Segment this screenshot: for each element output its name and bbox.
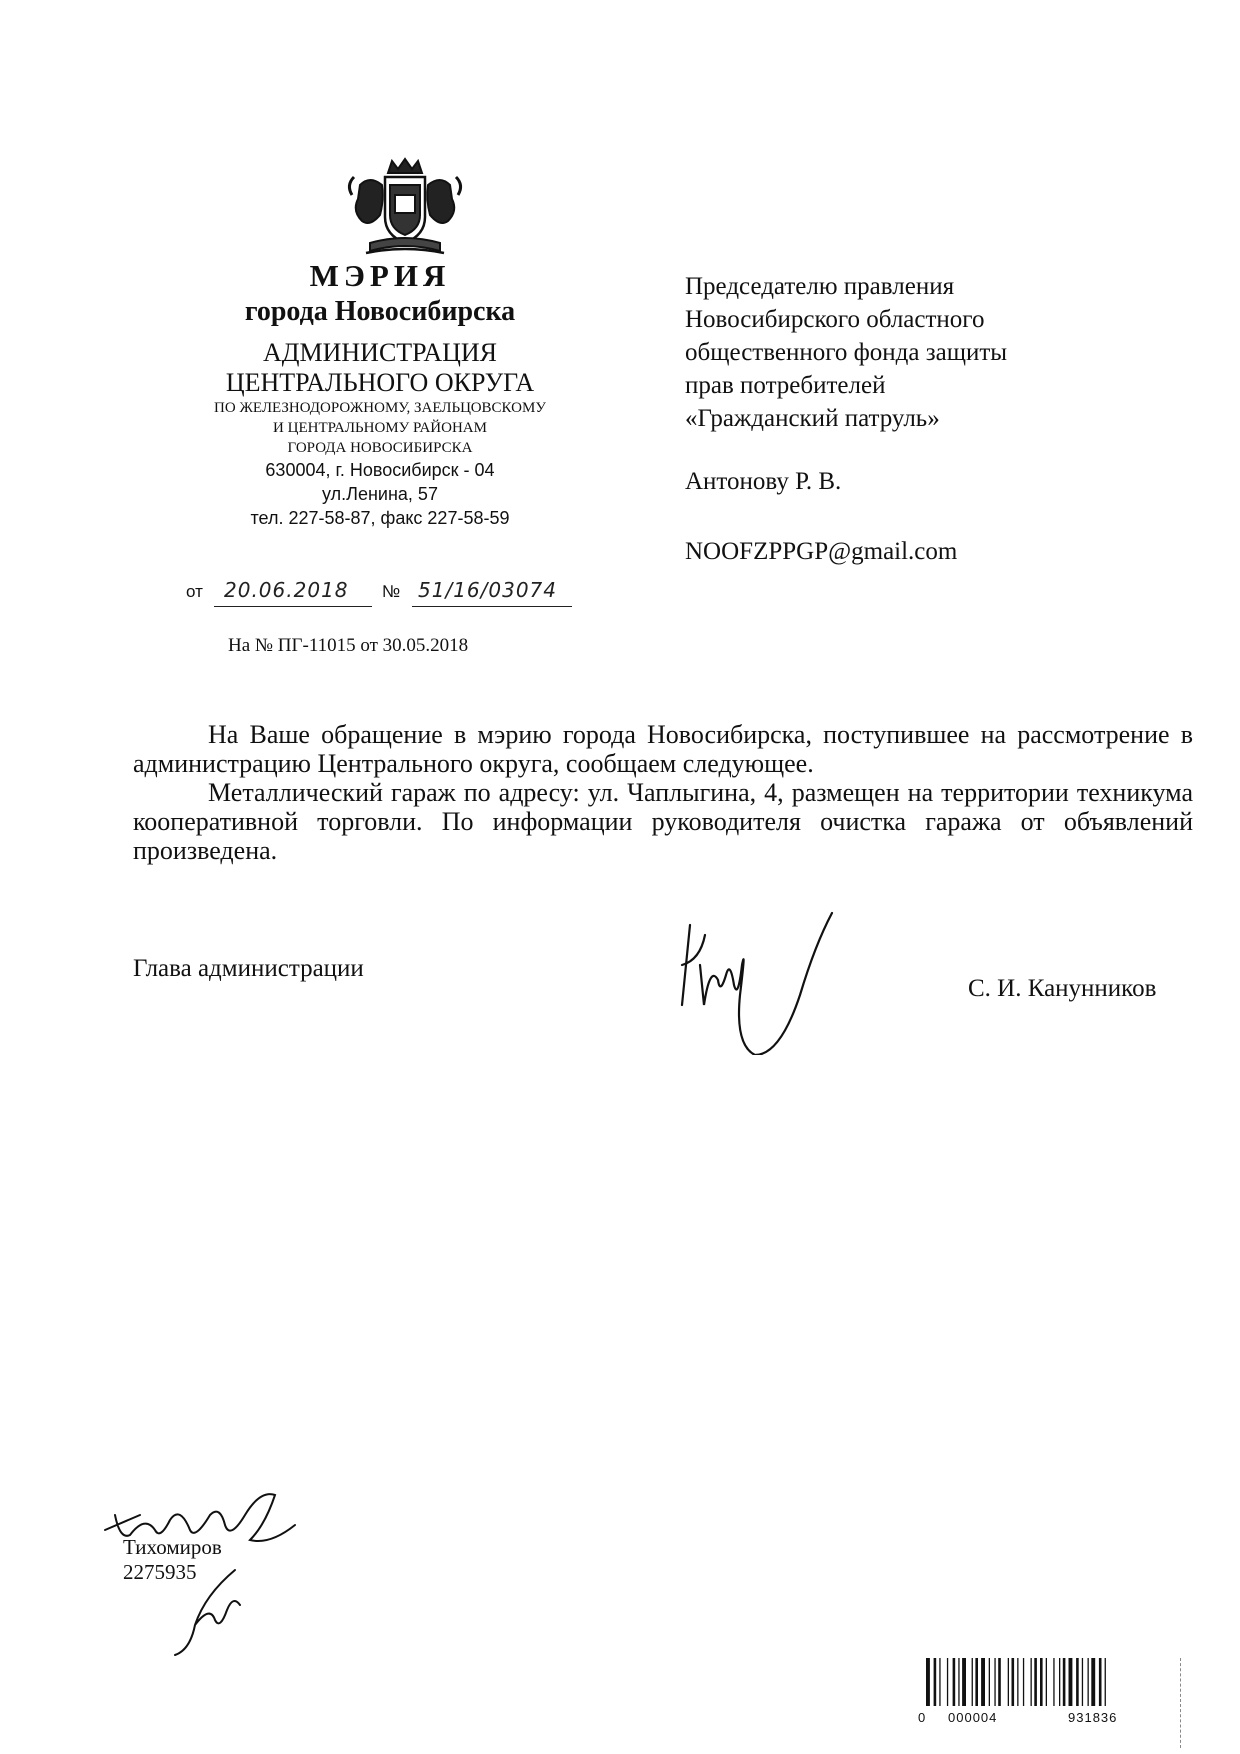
barcode-bar [1069, 1658, 1073, 1706]
recipient-line: прав потребителей [685, 372, 886, 399]
barcode-bar [1059, 1658, 1060, 1706]
barcode-bar [1017, 1658, 1018, 1706]
barcode-bar [998, 1658, 1001, 1706]
letterhead-admin-line2: ЦЕНТРАЛЬНОГО ОКРУГА [225, 368, 535, 397]
barcode-bars [918, 1658, 1168, 1706]
number-underline [412, 606, 572, 607]
barcode-bar [981, 1658, 985, 1706]
barcode-bar [1053, 1658, 1054, 1706]
date-underline [214, 606, 372, 607]
barcode-bar [1063, 1658, 1066, 1706]
executor-phone: 2275935 [123, 1560, 197, 1584]
executor-initials [165, 1565, 255, 1660]
recipient-email: NOOFZPPGP@gmail.com [685, 538, 958, 565]
barcode-bar [947, 1658, 948, 1706]
barcode-bar [1008, 1658, 1009, 1706]
letterhead-districts-line2: И ЦЕНТРАЛЬНОМУ РАЙОНАМ [273, 420, 487, 436]
number-value: 51/16/03074 [418, 578, 557, 602]
barcode-bar [1040, 1658, 1043, 1706]
recipient-name: Антонову Р. В. [685, 468, 842, 495]
executor-name: Тихомиров [123, 1535, 222, 1559]
letterhead-admin-line1: АДМИНИСТРАЦИЯ [263, 338, 497, 367]
barcode-bar [1088, 1658, 1089, 1706]
letterhead-title: МЭРИЯ [309, 258, 451, 293]
barcode-bar [975, 1658, 978, 1706]
letter-body [133, 720, 1193, 865]
letterhead-street: ул.Ленина, 57 [322, 484, 438, 504]
signatory-position: Глава администрации [133, 955, 364, 982]
barcode-bar [972, 1658, 973, 1706]
letterhead [160, 258, 600, 530]
reply-reference: На № ПГ-11015 от 30.05.2018 [228, 635, 469, 656]
barcode [918, 1658, 1198, 1748]
barcode-bar [1105, 1658, 1106, 1706]
letterhead-districts-line1: ПО ЖЕЛЕЗНОДОРОЖНОМУ, ЗАЕЛЬЦОВСКОМУ [214, 400, 546, 416]
barcode-bar [1076, 1658, 1079, 1706]
recipient-line: общественного фонда защиты [685, 339, 1008, 366]
body-paragraph: Металлический гараж по адресу: ул. Чаплыгина, 4, размещен на территории техникума кооперативной торговли. По информации руководителя очистка гаража от объявлений произведена. [133, 778, 1193, 865]
number-label: № [382, 582, 401, 601]
barcode-bar [934, 1658, 937, 1706]
barcode-bar [958, 1658, 959, 1706]
ref-line [186, 578, 586, 618]
cut-line [1180, 1658, 1181, 1748]
barcode-bar [1046, 1658, 1047, 1706]
barcode-bar [1082, 1658, 1083, 1706]
barcode-bar [1031, 1658, 1032, 1706]
handwritten-signature [660, 905, 840, 1055]
barcode-code: 000004 [948, 1710, 998, 1725]
barcode-bar [1099, 1658, 1102, 1706]
barcode-bar [926, 1658, 930, 1706]
coat-of-arms-emblem [340, 155, 470, 265]
barcode-bar [953, 1658, 956, 1706]
signatory-name: С. И. Канунников [968, 975, 1157, 1002]
letterhead-phone-fax: тел. 227-58-87, факс 227-58-59 [250, 508, 510, 528]
barcode-left-digit: 0 [918, 1710, 927, 1725]
barcode-bar [1023, 1658, 1024, 1706]
recipient-line: «Гражданский патруль» [685, 405, 940, 432]
date-value: 20.06.2018 [224, 578, 349, 602]
body-paragraph: На Ваше обращение в мэрию города Новосибирска, поступившее на рассмотрение в администрацию Центрального округа, сообщаем следующее. [133, 720, 1193, 778]
letterhead-city: города Новосибирска [244, 296, 516, 327]
recipient-line: Председателю правления [685, 273, 955, 300]
barcode-bar [939, 1658, 940, 1706]
date-label: от [186, 582, 203, 601]
barcode-bar [962, 1658, 966, 1706]
barcode-bar [989, 1658, 990, 1706]
recipient-block [685, 270, 1165, 435]
barcode-bar [994, 1658, 995, 1706]
recipient-line: Новосибирского областного [685, 306, 985, 333]
barcode-bar [1012, 1658, 1015, 1706]
barcode-bar [1091, 1658, 1095, 1706]
letterhead-districts-line3: ГОРОДА НОВОСИБИРСКА [287, 440, 473, 456]
barcode-bar [1034, 1658, 1037, 1706]
barcode-code2: 931836 [1068, 1710, 1118, 1725]
letterhead-postal: 630004, г. Новосибирск - 04 [265, 460, 495, 480]
